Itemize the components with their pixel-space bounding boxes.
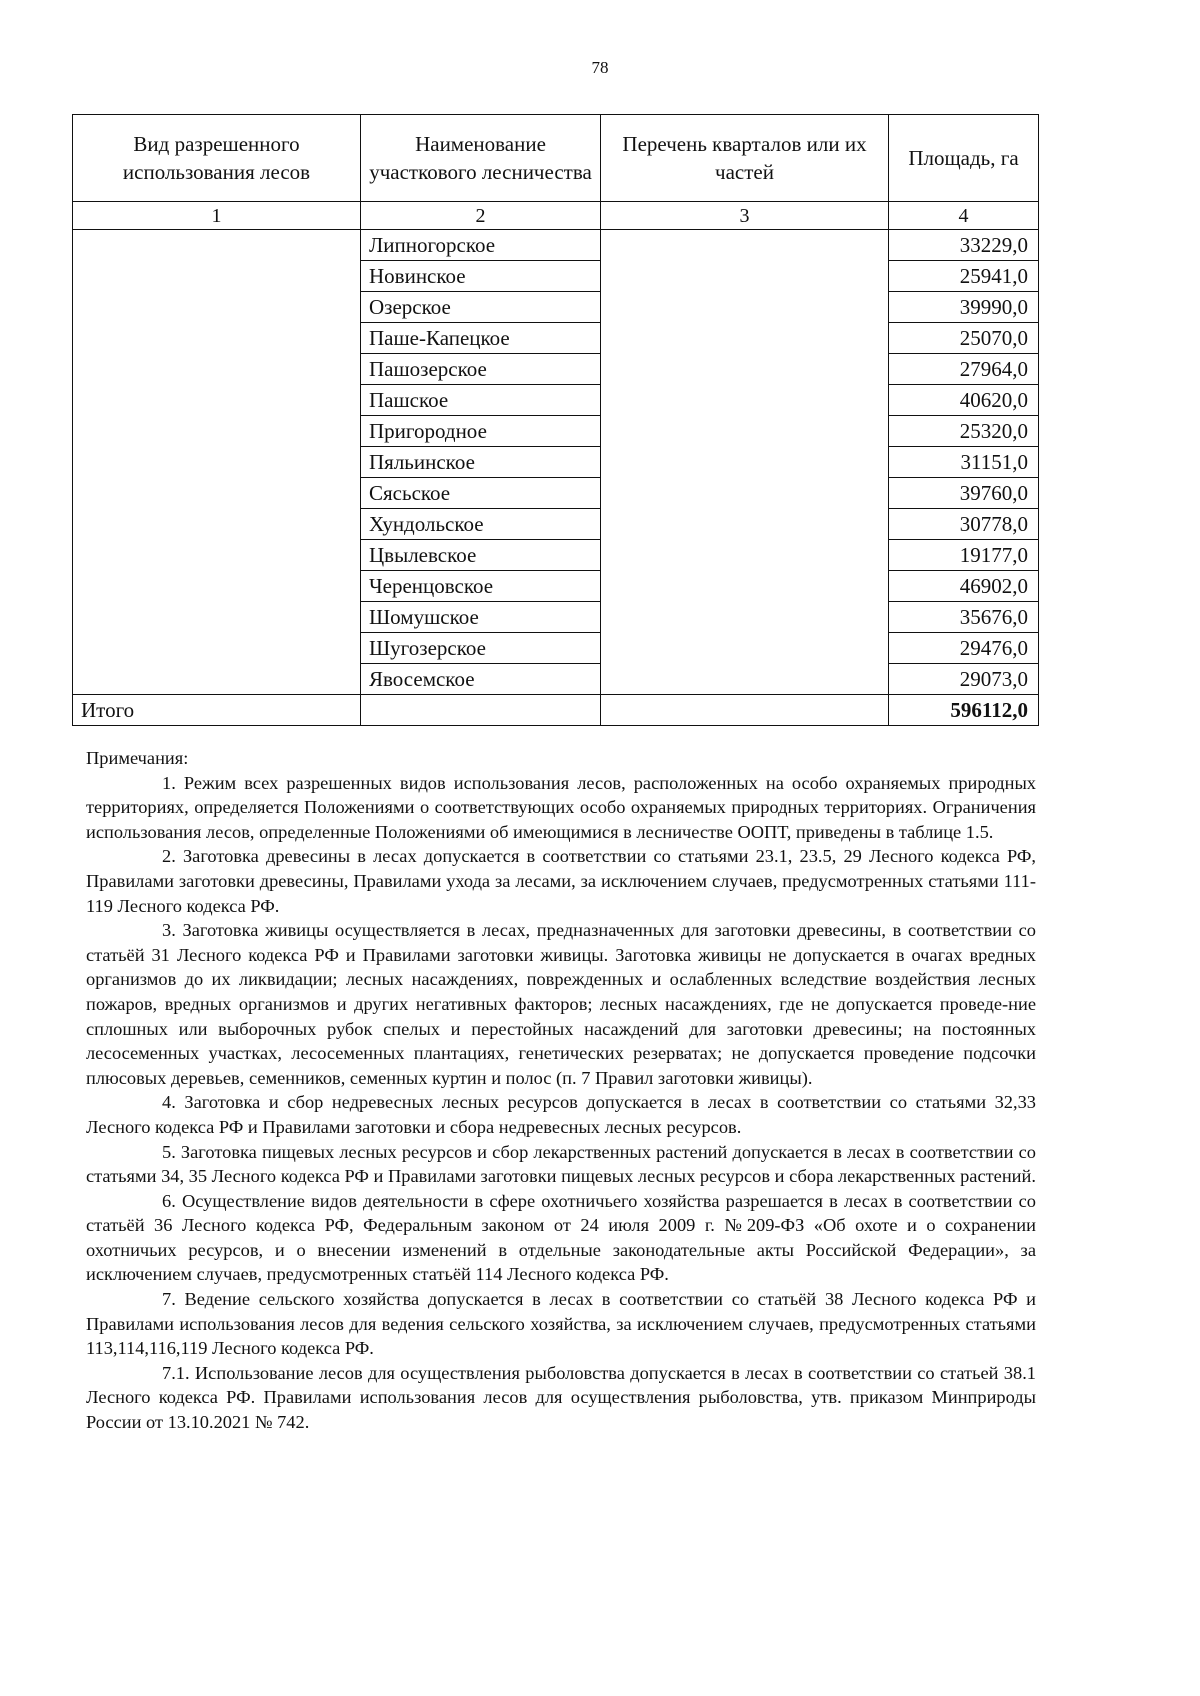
header-district-name: Наименование участкового лесничества — [361, 115, 601, 202]
area-cell: 30778,0 — [889, 509, 1039, 540]
note-item: 6. Осуществление видов деятельности в сфере охотничьего хозяйства разрешается в лесах в соответствии со статьёй 36 Лесного кодекса РФ, Федеральным законом от 24 июля 2009 г. №209-ФЗ «Об охоте и о сохранении охотничьих ресурсов, и о внесении изменений в отдельные законодательные акты Российской Федерации», за исключением случаев, предусмотренных статьёй 114 Лесного кодекса РФ. — [86, 1190, 1036, 1285]
total-empty-cell — [601, 695, 889, 726]
header-quarters-list: Перечень кварталов или их частей — [601, 115, 889, 202]
header-use-type: Вид разрешенного использования лесов — [73, 115, 361, 202]
district-name-cell: Липногорское — [361, 230, 601, 261]
district-name-cell: Черенцовское — [361, 571, 601, 602]
note-item: 7. Ведение сельского хозяйства допускается в лесах в соответствии со статьёй 38 Лесного кодекса РФ и Правилами использования лесов для ведения сельского хозяйства, за исключением случаев, предусмотренных статьями 113,114,116,119 Лесного кодекса РФ. — [86, 1289, 1036, 1359]
area-cell: 39760,0 — [889, 478, 1039, 509]
district-name-cell: Пяльинское — [361, 447, 601, 478]
district-name-cell: Шомушское — [361, 602, 601, 633]
note-item: 1. Режим всех разрешенных видов использования лесов, расположенных на особо охраняемых природных территориях, определяется Положениями о соответствующих особо охраняемых природных территориях. Ограничения использования лесов, определенные Положениями об имеющимися в лесничестве ООПТ, приведены в таблице 1.5. — [86, 772, 1036, 842]
total-label: Итого — [73, 695, 361, 726]
column-number: 3 — [601, 202, 889, 230]
note-item: 5. Заготовка пищевых лесных ресурсов и сбор лекарственных растений допускается в лесах в соответствии со статьями 34, 35 Лесного кодекса РФ и Правилами заготовки пищевых лесных ресурсов и сбора лекарственных растений. — [86, 1141, 1036, 1187]
district-name-cell: Пригородное — [361, 416, 601, 447]
table-header-row — [73, 115, 1039, 202]
table-row — [73, 230, 1039, 261]
total-area: 596112,0 — [889, 695, 1039, 726]
district-name-cell: Явосемское — [361, 664, 601, 695]
area-cell: 29073,0 — [889, 664, 1039, 695]
note-item: 2. Заготовка древесины в лесах допускается в соответствии со статьями 23.1, 23.5, 29 Лесного кодекса РФ, Правилами заготовки древесины, Правилами ухода за лесами, за исключением случаев, предусмотренных статьями 111-119 Лесного кодекса РФ. — [86, 846, 1036, 916]
district-name-cell: Хундольское — [361, 509, 601, 540]
area-cell: 35676,0 — [889, 602, 1039, 633]
forest-use-table — [72, 114, 1039, 726]
district-name-cell: Озерское — [361, 292, 601, 323]
district-name-cell: Пашозерское — [361, 354, 601, 385]
area-cell: 31151,0 — [889, 447, 1039, 478]
total-row — [73, 695, 1039, 726]
note-item: 3. Заготовка живицы осуществляется в лесах, предназначенных для заготовки древесины, в соответствии со статьёй 31 Лесного кодекса РФ и Правилами заготовки живицы. Заготовка живицы не допускается в очагах вредных организмов до их ликвидации; лесных насаждениях, поврежденных и ослабленных вследствие воздействия лесных пожаров, вредных организмов и других негативных факторов; лесных насаждениях, где не допускается проведе-ние сплошных или выборочных рубок спелых и перестойных насаждений для заготовки древесины; на постоянных лесосеменных участках, лесосеменных плантациях, генетических резерватах; не допускается проведение подсочки плюсовых деревьев, семенников, семенных куртин и полос (п. 7 Правил заготовки живицы). — [86, 920, 1036, 1088]
area-cell: 46902,0 — [889, 571, 1039, 602]
area-cell: 27964,0 — [889, 354, 1039, 385]
notes-title: Примечания: — [86, 748, 189, 768]
district-name-cell: Сясьское — [361, 478, 601, 509]
column-number: 1 — [73, 202, 361, 230]
area-cell: 40620,0 — [889, 385, 1039, 416]
quarters-list-cell — [601, 230, 889, 695]
page-number: 78 — [591, 58, 609, 77]
notes-section — [86, 746, 1036, 1435]
area-cell: 19177,0 — [889, 540, 1039, 571]
area-cell: 25941,0 — [889, 261, 1039, 292]
column-number: 2 — [361, 202, 601, 230]
area-cell: 25320,0 — [889, 416, 1039, 447]
note-item: 4. Заготовка и сбор недревесных лесных ресурсов допускается в лесах в соответствии со статьями 32,33 Лесного кодекса РФ и Правилами заготовки и сбора недревесных лесных ресурсов. — [86, 1092, 1036, 1137]
column-number: 4 — [889, 202, 1039, 230]
header-area: Площадь, га — [889, 115, 1039, 202]
district-name-cell: Новинское — [361, 261, 601, 292]
notes-list — [86, 771, 1036, 1435]
district-name-cell: Пашское — [361, 385, 601, 416]
area-cell: 25070,0 — [889, 323, 1039, 354]
district-name-cell: Шугозерское — [361, 633, 601, 664]
total-empty-cell — [361, 695, 601, 726]
use-type-cell — [73, 230, 361, 695]
district-name-cell: Паше-Капецкое — [361, 323, 601, 354]
area-cell: 29476,0 — [889, 633, 1039, 664]
area-cell: 33229,0 — [889, 230, 1039, 261]
district-name-cell: Цвылевское — [361, 540, 601, 571]
area-cell: 39990,0 — [889, 292, 1039, 323]
column-number-row — [73, 202, 1039, 230]
note-item: 7.1. Использование лесов для осуществления рыболовства допускается в лесах в соответствии со статьей 38.1 Лесного кодекса РФ. Правилами использования лесов для осуществления рыболовства, утв. приказом Минприроды России от 13.10.2021 № 742. — [86, 1362, 1036, 1433]
